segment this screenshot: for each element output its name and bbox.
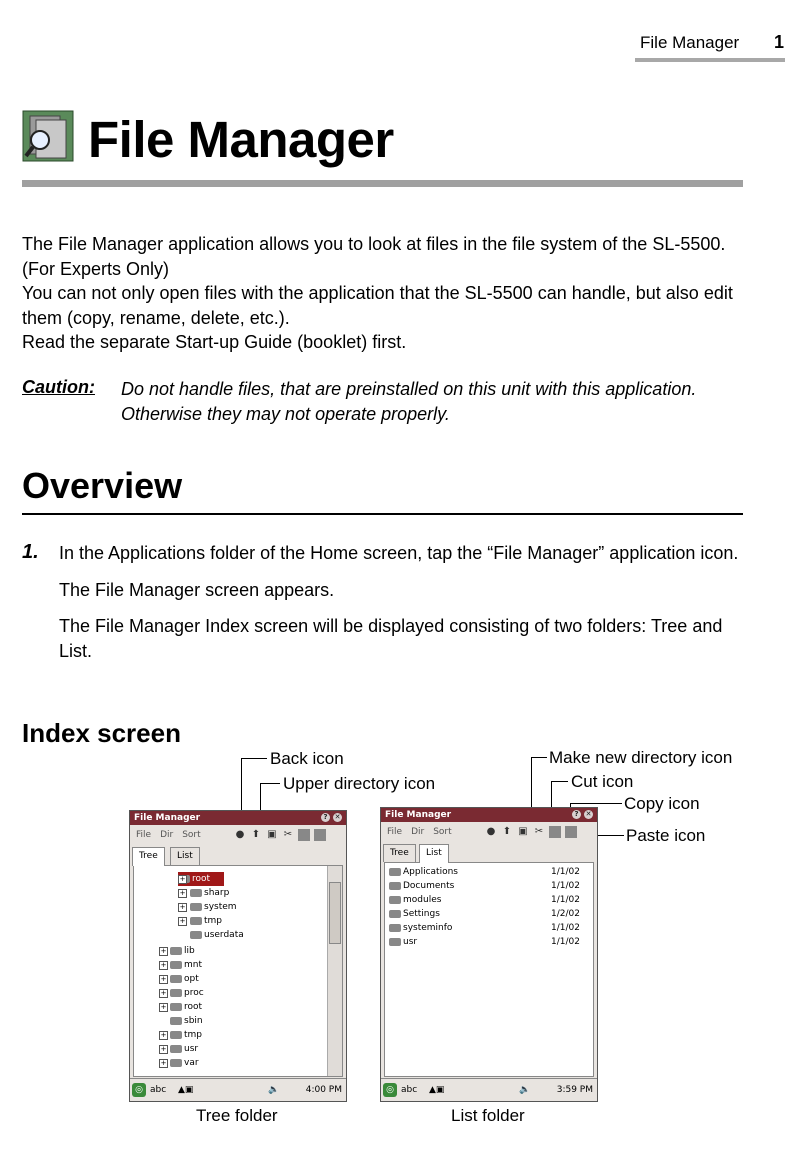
clock: 3:59 PM [556, 1085, 593, 1095]
cut-icon[interactable]: ✂ [283, 829, 293, 840]
intro-paragraph: You can not only open files with the application that the SL-5500 can handle, but also edit them (copy, rename, delete, etc.). [22, 283, 733, 328]
window-titlebar [130, 811, 346, 825]
overview-heading: Overview [22, 465, 183, 506]
caution-label: Caution: [22, 377, 95, 397]
callout-cut-icon: Cut icon [571, 772, 634, 791]
paste-icon[interactable] [314, 829, 326, 841]
menu-sort[interactable]: Sort [433, 827, 452, 837]
tab-tree[interactable]: Tree [383, 844, 416, 862]
expand-icon[interactable]: + [179, 875, 186, 883]
home-icon[interactable]: ◎ [132, 1083, 146, 1097]
step-paragraph: The File Manager Index screen will be displayed consisting of two folders: Tree and List. [59, 616, 723, 661]
list-row[interactable]: usr 1/1/02 [389, 935, 589, 949]
clock: 4:00 PM [305, 1085, 342, 1095]
expand-icon[interactable]: + [179, 889, 186, 897]
expand-icon[interactable]: + [160, 1031, 167, 1039]
cut-icon[interactable]: ✂ [534, 826, 544, 837]
tree-folder-caption: Tree folder [196, 1106, 278, 1125]
tree-row[interactable]: sharp [190, 886, 229, 900]
taskbar [130, 1078, 346, 1101]
list-row[interactable]: Settings 1/2/02 [389, 907, 589, 921]
expand-icon[interactable]: + [179, 917, 186, 925]
window-title: File Manager [134, 813, 201, 823]
tree-pane [133, 865, 343, 1077]
list-row[interactable]: Applications 1/1/02 [389, 865, 589, 879]
tab-tree[interactable]: Tree [132, 847, 165, 866]
callout-line [241, 758, 267, 759]
page-number: 1 [774, 32, 785, 52]
make-directory-icon[interactable]: ▣ [267, 829, 277, 840]
callout-copy-icon: Copy icon [624, 794, 700, 813]
menu-sort[interactable]: Sort [182, 830, 201, 840]
file-manager-app-icon [22, 110, 74, 162]
expand-icon[interactable]: + [160, 1003, 167, 1011]
expand-icon[interactable]: + [160, 975, 167, 983]
tree-row[interactable]: system [190, 900, 237, 914]
toolbar [485, 826, 577, 838]
expand-icon[interactable]: + [160, 1045, 167, 1053]
page-title: File Manager [88, 111, 394, 168]
list-pane [384, 862, 594, 1077]
tree-row[interactable]: userdata [190, 928, 244, 942]
upper-directory-icon[interactable]: ⬆ [251, 829, 261, 840]
help-icon[interactable]: ? [572, 810, 581, 819]
callout-line [570, 803, 622, 804]
scrollbar-thumb[interactable] [329, 882, 341, 944]
back-icon[interactable]: ● [486, 826, 496, 837]
callout-paste-icon: Paste icon [626, 826, 706, 845]
intro-paragraph: The File Manager application allows you to look at files in the file system of the SL-5500. (For Experts Only) [22, 234, 726, 279]
copy-icon[interactable] [549, 826, 561, 838]
list-row[interactable]: systeminfo 1/1/02 [389, 921, 589, 935]
caution-text: Do not handle files, that are preinstalled on this unit with this application. Otherwise they may not operate properly. [121, 379, 697, 424]
paste-icon[interactable] [565, 826, 577, 838]
window-title: File Manager [385, 810, 452, 820]
menu-dir[interactable]: Dir [160, 830, 174, 840]
input-method[interactable]: abc [401, 1085, 418, 1095]
menu-dir[interactable]: Dir [411, 827, 425, 837]
menu-file[interactable]: File [387, 827, 403, 837]
window-titlebar [381, 808, 597, 822]
volume-icon[interactable]: 🔈 [519, 1085, 531, 1095]
tree-row[interactable]: var [170, 1056, 199, 1070]
expand-icon[interactable]: + [160, 1059, 167, 1067]
make-directory-icon[interactable]: ▣ [518, 826, 528, 837]
callout-line [551, 781, 568, 782]
callout-line [260, 783, 280, 784]
step-number: 1. [22, 541, 39, 563]
expand-icon[interactable]: + [160, 947, 167, 955]
tree-row[interactable]: opt [170, 972, 199, 986]
tree-row[interactable]: proc [170, 986, 204, 1000]
header-rule [635, 58, 785, 62]
expand-icon[interactable]: + [179, 903, 186, 911]
intro-paragraph: Read the separate Start-up Guide (booklet) first. [22, 332, 407, 352]
close-icon[interactable]: ✕ [334, 813, 341, 821]
callout-back-icon: Back icon [270, 749, 344, 768]
input-method[interactable]: abc [150, 1085, 167, 1095]
callout-make-directory-icon: Make new directory icon [549, 748, 733, 767]
list-folder-screenshot [380, 807, 598, 1102]
tree-row[interactable]: tmp [170, 1028, 202, 1042]
title-rule [22, 180, 743, 187]
app-tray-icon[interactable]: ▲▣ [178, 1085, 194, 1095]
step-paragraph: In the Applications folder of the Home screen, tap the “File Manager” application icon. [59, 543, 739, 563]
tree-row[interactable]: tmp [190, 914, 222, 928]
expand-icon[interactable]: + [160, 989, 167, 997]
callout-upper-directory-icon: Upper directory icon [283, 774, 436, 793]
tree-row[interactable]: lib [170, 944, 195, 958]
list-row[interactable]: modules 1/1/02 [389, 893, 589, 907]
expand-icon[interactable]: + [160, 961, 167, 969]
tab-list[interactable]: List [419, 844, 449, 863]
app-tray-icon[interactable]: ▲▣ [429, 1085, 445, 1095]
list-row[interactable]: Documents 1/1/02 [389, 879, 589, 893]
running-header-title: File Manager [640, 33, 740, 52]
toolbar [234, 829, 326, 841]
back-icon[interactable]: ● [235, 829, 245, 840]
step-text [59, 541, 749, 675]
tree-row[interactable]: usr [170, 1042, 198, 1056]
copy-icon[interactable] [298, 829, 310, 841]
step-paragraph: The File Manager screen appears. [59, 579, 335, 600]
home-icon[interactable]: ◎ [383, 1083, 397, 1097]
help-icon[interactable]: ? [321, 813, 330, 822]
tree-row[interactable]: mnt [170, 958, 202, 972]
menu-file[interactable]: File [136, 830, 152, 840]
callout-line [531, 757, 547, 758]
list-folder-caption: List folder [451, 1106, 525, 1125]
volume-icon[interactable]: 🔈 [268, 1085, 280, 1095]
tree-row[interactable]: root [170, 1000, 202, 1014]
scrollbar[interactable] [327, 866, 342, 1076]
tab-list[interactable]: List [170, 847, 200, 865]
overview-rule [22, 513, 743, 515]
tree-row-selected[interactable]: root [178, 872, 224, 886]
close-icon[interactable]: ✕ [585, 810, 592, 818]
upper-directory-icon[interactable]: ⬆ [502, 826, 512, 837]
intro-text [22, 232, 748, 355]
taskbar [381, 1078, 597, 1101]
tree-folder-screenshot [129, 810, 347, 1102]
callout-line [596, 835, 624, 836]
tree-row[interactable]: sbin [170, 1014, 203, 1028]
index-screen-heading: Index screen [22, 718, 181, 748]
